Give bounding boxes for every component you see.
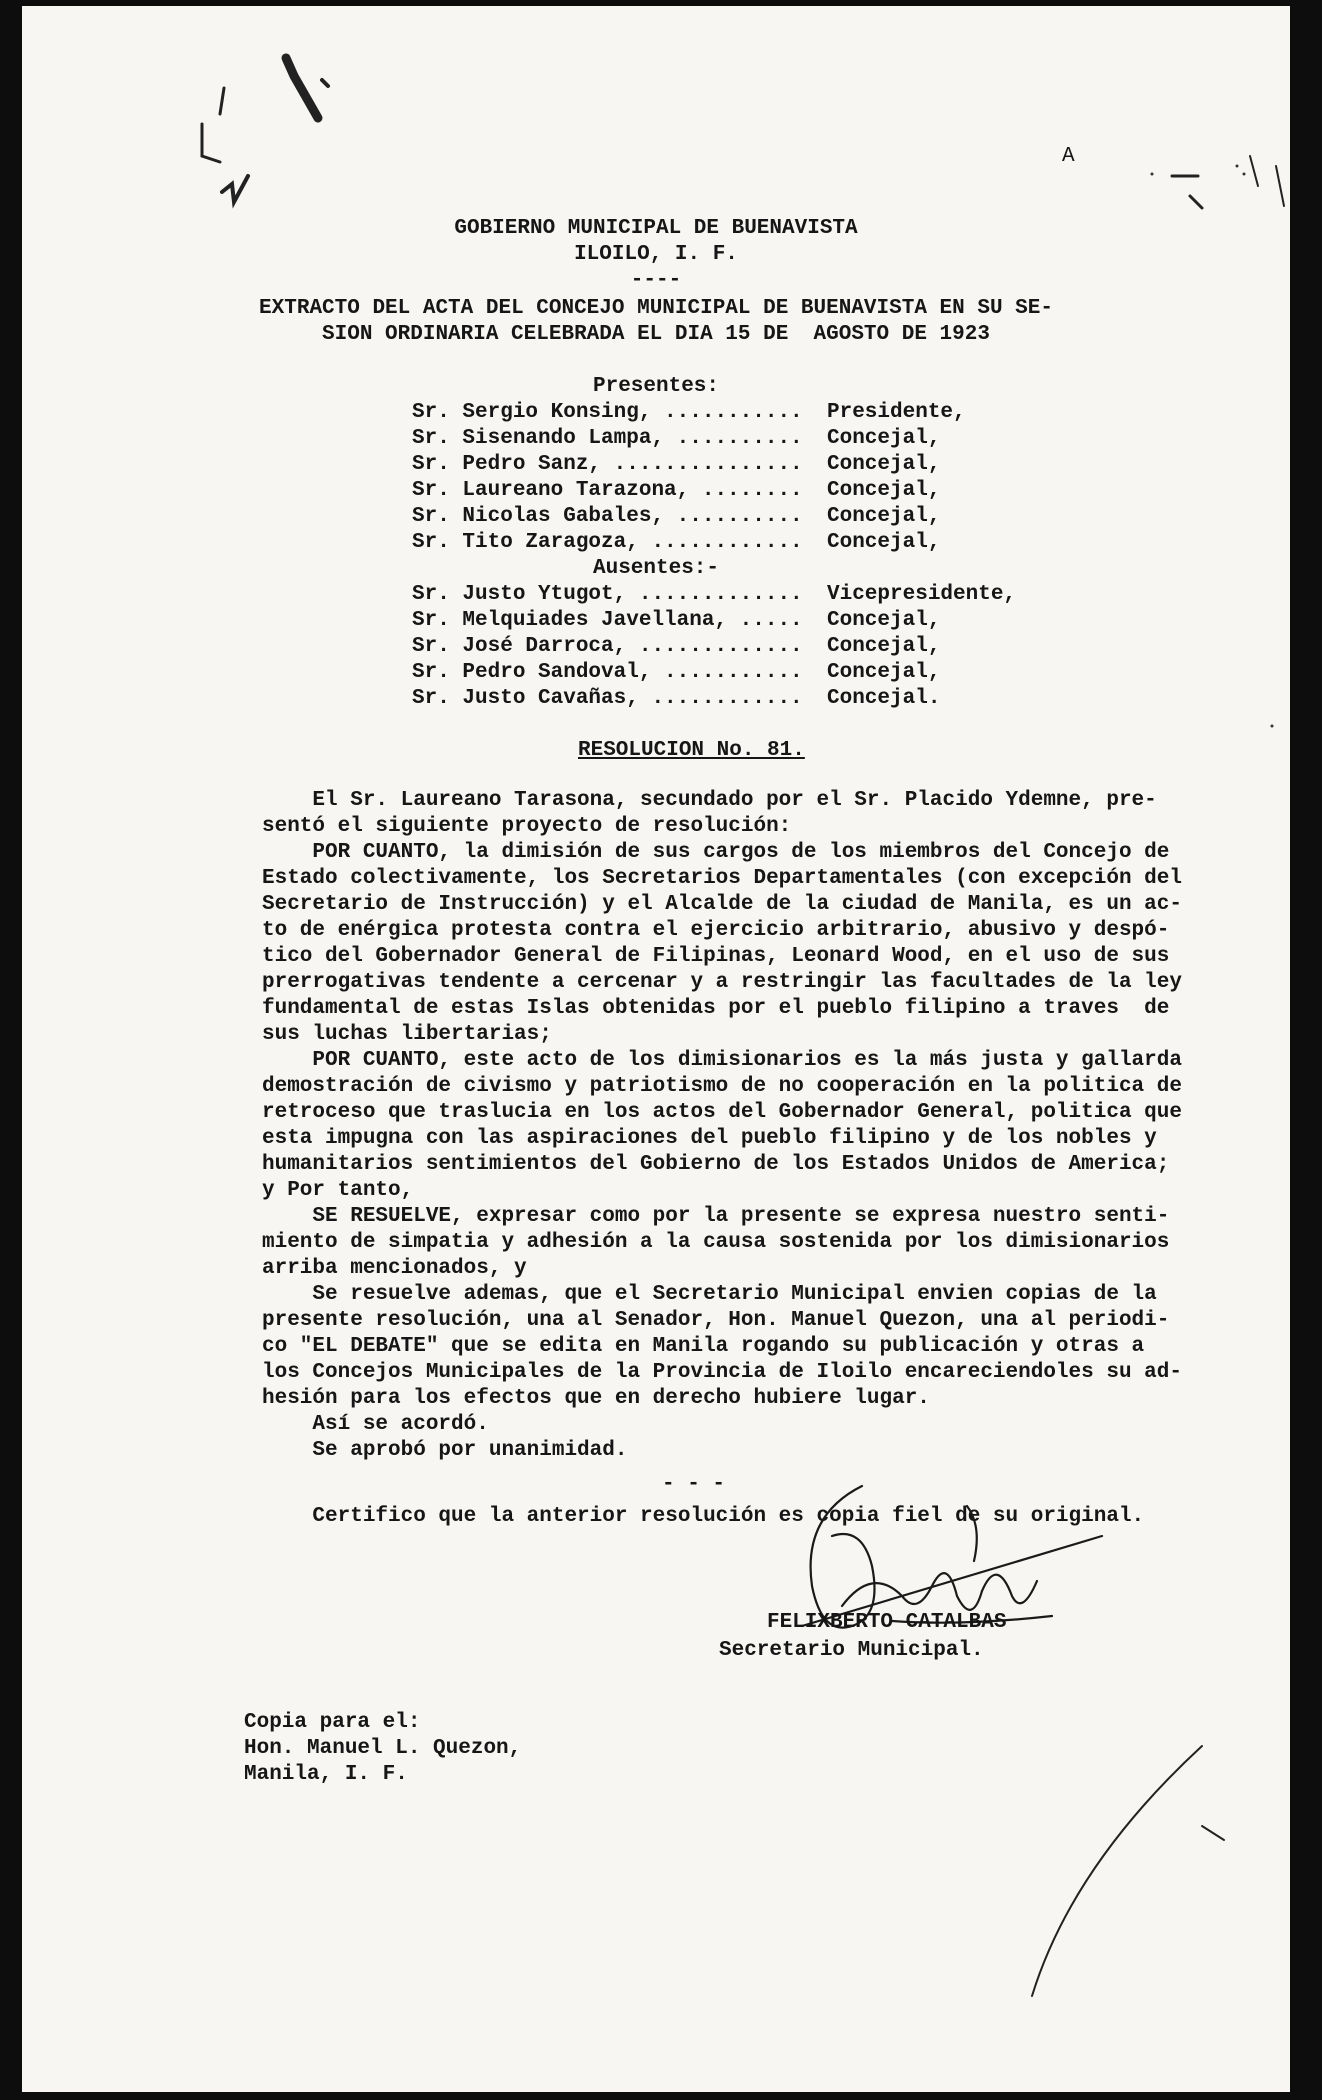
resolution-line: El Sr. Laureano Tarasona, secundado por el Sr. Placido Ydemne, pre- (262, 789, 1157, 812)
ink-smudge (286, 58, 318, 118)
ink-mark (322, 80, 328, 86)
present-name: Sr. Sisenando Lampa, .......... (412, 427, 803, 450)
present-role: Concejal, (827, 531, 941, 554)
absent-role: Vicepresidente, (827, 583, 1017, 606)
resolution-line: tico del Gobernador General de Filipinas, Leonard Wood, en el uso de sus (262, 945, 1170, 968)
resolution-line: prerrogativas tendente a cercenar y a restringir las facultades de la ley (262, 971, 1182, 994)
resolution-line: Estado colectivamente, los Secretarios Departamentales (con excepción del (262, 867, 1182, 890)
resolution-line: esta impugna con las aspiraciones del pueblo filipino y de los nobles y (262, 1127, 1157, 1150)
present-role: Concejal, (827, 427, 941, 450)
absent-name: Sr. Pedro Sandoval, ........... (412, 661, 803, 684)
absent-name: Sr. José Darroca, ............. (412, 635, 803, 658)
resolution-line: arriba mencionados, y (262, 1257, 527, 1280)
title-line-2: SION ORDINARIA CELEBRADA EL DIA 15 DE AGOSTO DE 1923 (322, 323, 990, 346)
resolution-line: SE RESUELVE, expresar como por la presente se expresa nuestro senti- (262, 1205, 1170, 1228)
ink-mark (222, 176, 248, 202)
ink-mark (202, 124, 220, 162)
ink-mark (1276, 166, 1284, 206)
signatory-name: FELIXBERTO CATALBAS (767, 1611, 1007, 1634)
absent-label: Ausentes:- (592, 557, 720, 580)
header-divider: ---- (630, 269, 682, 292)
pencil-stroke (1202, 1826, 1224, 1840)
absent-role: Concejal. (827, 687, 941, 710)
resolution-line: hesión para los efectos que en derecho hubiere lugar. (262, 1387, 930, 1410)
document-page (22, 6, 1290, 2092)
present-role: Concejal, (827, 453, 941, 476)
resolution-line: POR CUANTO, este acto de los dimisionarios es la más justa y gallarda (262, 1049, 1182, 1072)
absent-role: Concejal, (827, 635, 941, 658)
ink-mark (1190, 196, 1202, 208)
resolution-line: humanitarios sentimientos del Gobierno de los Estados Unidos de America; (262, 1153, 1170, 1176)
resolution-line: POR CUANTO, la dimisión de sus cargos de los miembros del Concejo de (262, 841, 1170, 864)
resolution-line: Secretario de Instrucción) y el Alcalde de la ciudad de Manila, es un ac- (262, 893, 1182, 916)
certification-line: Certifico que la anterior resolución es copia fiel de su original. (262, 1505, 1145, 1528)
present-name: Sr. Nicolas Gabales, .......... (412, 505, 803, 528)
resolution-line: Así se acordó. (262, 1413, 489, 1436)
title-line-1: EXTRACTO DEL ACTA DEL CONCEJO MUNICIPAL DE BUENAVISTA EN SU SE- (259, 297, 1053, 320)
absent-name: Sr. Melquiades Javellana, ..... (412, 609, 803, 632)
resolution-heading: RESOLUCION No. 81. (578, 739, 805, 762)
absent-role: Concejal, (827, 661, 941, 684)
header-line-2: ILOILO, I. F. (574, 243, 738, 266)
resolution-line: miento de simpatia y adhesión a la causa sostenida por los dimisionarios (262, 1231, 1170, 1254)
ink-mark (220, 88, 224, 114)
pencil-stroke (1032, 1746, 1202, 1996)
absent-role: Concejal, (827, 609, 941, 632)
present-name: Sr. Pedro Sanz, ............... (412, 453, 803, 476)
present-role: Concejal, (827, 505, 941, 528)
absent-name: Sr. Justo Cavañas, ............ (412, 687, 803, 710)
header-line-1: GOBIERNO MUNICIPAL DE BUENAVISTA (454, 217, 858, 240)
present-name: Sr. Tito Zaragoza, ............ (412, 531, 803, 554)
resolution-line: retroceso que traslucia en los actos del Gobernador General, politica que (262, 1101, 1182, 1124)
signatory-title: Secretario Municipal. (719, 1639, 984, 1662)
copy-to-line: Manila, I. F. (244, 1763, 408, 1786)
copy-to-line: Hon. Manuel L. Quezon, (244, 1737, 522, 1760)
present-name: Sr. Sergio Konsing, ........... (412, 401, 803, 424)
present-role: Presidente, (827, 401, 966, 424)
resolution-line: los Concejos Municipales de la Provincia de Iloilo encareciendoles su ad- (262, 1361, 1182, 1384)
present-role: Concejal, (827, 479, 941, 502)
resolution-line: Se aprobó por unanimidad. (262, 1439, 628, 1462)
present-name: Sr. Laureano Tarazona, ........ (412, 479, 803, 502)
resolution-line: sentó el siguiente proyecto de resolución: (262, 815, 792, 838)
resolution-line: fundamental de estas Islas obtenidas por el pueblo filipino a traves de (262, 997, 1170, 1020)
resolution-divider: - - - (662, 1473, 726, 1496)
resolution-line: presente resolución, una al Senador, Hon. Manuel Quezon, una al periodi- (262, 1309, 1170, 1332)
absent-name: Sr. Justo Ytugot, ............. (412, 583, 803, 606)
resolution-line: Se resuelve ademas, que el Secretario Municipal envien copias de la (262, 1283, 1157, 1306)
ink-mark (1250, 156, 1258, 186)
resolution-line: y Por tanto, (262, 1179, 414, 1202)
resolution-line: co "EL DEBATE" que se edita en Manila rogando su publicación y otras a (262, 1335, 1145, 1358)
resolution-line: demostración de civismo y patriotismo de no cooperación en la politica de (262, 1075, 1182, 1098)
copy-to-label: Copia para el: (244, 1711, 421, 1734)
present-label: Presentes: (592, 375, 720, 398)
corner-letter: A (1062, 145, 1075, 168)
resolution-line: sus luchas libertarias; (262, 1023, 552, 1046)
resolution-line: to de enérgica protesta contra el ejercicio arbitrario, abusivo y despó- (262, 919, 1170, 942)
